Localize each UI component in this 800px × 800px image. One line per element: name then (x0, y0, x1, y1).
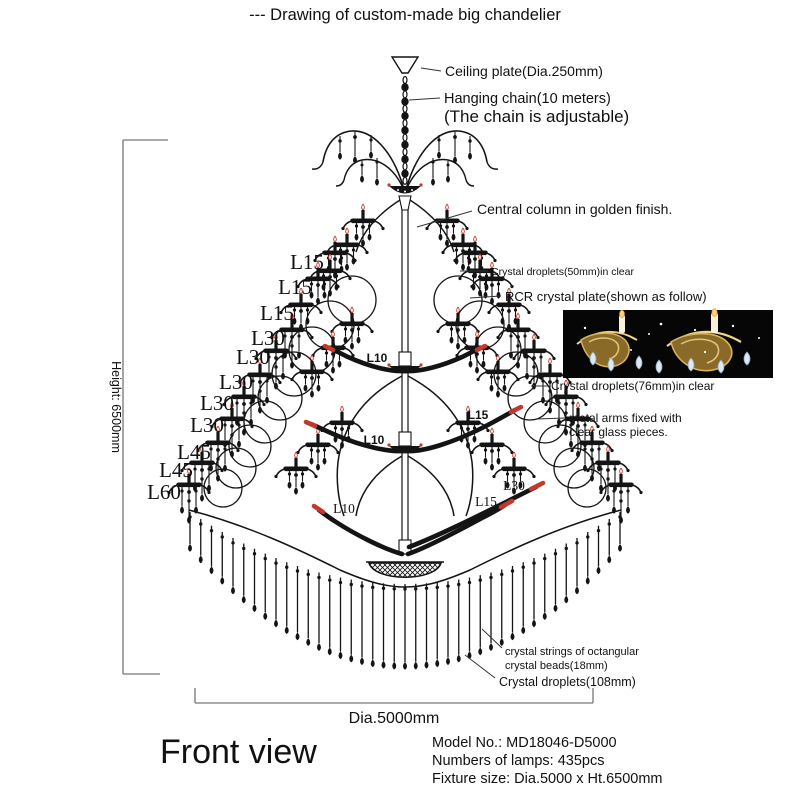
label-droplets-50: Crystal droplets(50mm)in clear (491, 266, 634, 278)
label-central-column: Central column in golden finish. (477, 201, 673, 217)
tier-label: L30 (190, 413, 224, 437)
tier-label: L15 (278, 275, 312, 299)
tier-label: L30 (236, 345, 270, 369)
label-strings-1: crystal strings of octangular (505, 646, 639, 658)
label-hanging-chain: Hanging chain(10 meters) (444, 91, 611, 107)
lamps-count: Numbers of lamps: 435pcs (432, 753, 605, 769)
height-dimension-label: Height: 6500mm (109, 361, 123, 453)
diameter-dimension (195, 688, 593, 703)
tier-label: L15 (290, 250, 324, 274)
rcr-crystal-photo (563, 309, 773, 378)
tier-label: L30 (251, 326, 285, 350)
cascade-left (167, 131, 403, 524)
crystal-bowl-top (387, 183, 422, 193)
arm-label: L10 (363, 433, 385, 447)
tier-label: L60 (147, 480, 181, 504)
height-dimension (123, 140, 168, 674)
diameter-dimension-label: Dia.5000mm (348, 710, 440, 727)
tier-label: L30 (200, 391, 234, 415)
label-droplets-76: Crystal droplets(76mm)in clear (551, 379, 715, 393)
arm-label: L30 (503, 478, 525, 493)
tier-label: L30 (219, 370, 253, 394)
arm-label: L10 (333, 501, 355, 516)
arm-label: L15 (475, 494, 497, 509)
model-no: Model No.: MD18046-D5000 (432, 735, 617, 751)
central-column (402, 196, 408, 556)
tier-label: L15 (260, 301, 294, 325)
label-metal-arms-2: clear glass pieces. (569, 425, 668, 439)
fixture-size: Fixture size: Dia.5000 x Ht.6500mm (432, 771, 663, 787)
ceiling-plate-shape (392, 57, 418, 73)
label-metal-arms-1: metal arms fixed with (569, 411, 682, 425)
arm-labels (333, 351, 525, 516)
arm-label: L10 (366, 351, 388, 365)
tier-label: L45 (177, 440, 211, 464)
drawing-title: --- Drawing of custom-made big chandelier (249, 6, 561, 24)
label-strings-2: crystal beads(18mm) (505, 660, 608, 672)
label-chain-adjustable: (The chain is adjustable) (444, 107, 630, 126)
label-ceiling-plate: Ceiling plate(Dia.250mm) (445, 63, 603, 79)
label-rcr-plate: RCR crystal plate(shown as follow) (505, 289, 707, 304)
label-droplets-108: Crystal droplets(108mm) (499, 675, 636, 689)
bottom-basket (366, 562, 444, 577)
arm-label: L15 (467, 408, 489, 422)
tier-label: L45 (159, 458, 193, 482)
front-view-label: Front view (160, 733, 317, 771)
metal-arms (306, 346, 543, 554)
